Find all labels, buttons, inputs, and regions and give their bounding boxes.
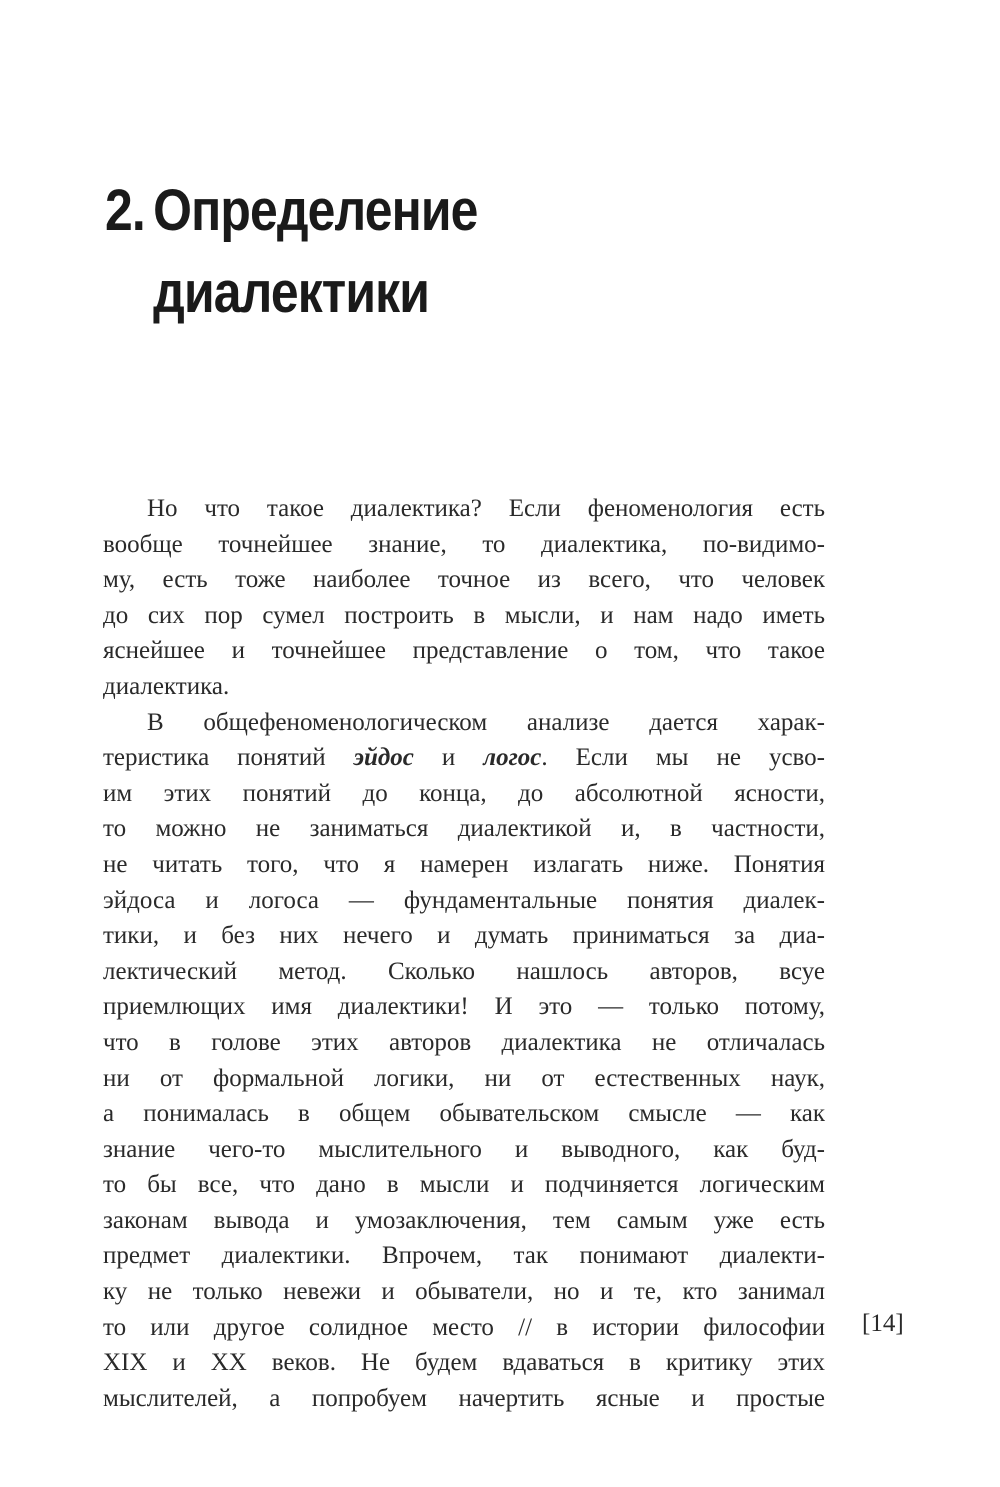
text-line: В общефеноменологическом анализе дается харак- bbox=[147, 708, 825, 736]
text-line: что в голове этих авторов диалектика не отличалась bbox=[103, 1028, 825, 1056]
term-eidos: эйдос bbox=[353, 744, 414, 772]
text-line-with-terms bbox=[103, 740, 825, 776]
text-line: лектический метод. Сколько нашлось авторов, всуе bbox=[103, 957, 825, 985]
text-fragment: . Если мы не усво- bbox=[541, 744, 825, 772]
text-line: то или другое солидное место // в истории философии bbox=[103, 1313, 825, 1341]
text-line: им этих понятий до конца, до абсолютной ясности, bbox=[103, 779, 825, 807]
text-line: яснейшее и точнейшее представление о том, что такое bbox=[103, 637, 825, 665]
text-line: законам вывода и умозаключения, тем самым уже есть bbox=[103, 1206, 825, 1234]
text-line: то можно не заниматься диалектикой и, в частности, bbox=[103, 815, 825, 843]
margin-page-reference: [14] bbox=[862, 1310, 904, 1337]
body-text bbox=[103, 491, 825, 1416]
text-line: му, есть тоже наиболее точное из всего, что человек bbox=[103, 566, 825, 594]
term-logos: логос bbox=[483, 744, 542, 772]
text-line: XIX и XX веков. Не будем вдаваться в критику этих bbox=[103, 1349, 825, 1377]
text-line: а понималась в общем обывательском смысле — как bbox=[103, 1100, 825, 1128]
chapter-title-line1: Определение bbox=[153, 178, 478, 243]
chapter-title-line2: диалектики bbox=[153, 260, 430, 325]
text-line: Но что такое диалектика? Если феноменология есть bbox=[147, 495, 825, 522]
text-line: то бы все, что дано в мысли и подчиняется логическим bbox=[103, 1171, 825, 1199]
text-line: приемлющих имя диалектики! И это — только потому, bbox=[103, 993, 825, 1021]
text-line: знание чего-то мыслительного и выводного, как буд- bbox=[103, 1135, 825, 1163]
text-line: вообще точнейшее знание, то диалектика, по-видимо- bbox=[103, 530, 825, 558]
chapter-heading bbox=[105, 170, 478, 334]
chapter-number: 2. bbox=[105, 178, 145, 243]
text-line: не читать того, что я намерен излагать ниже. Понятия bbox=[103, 850, 825, 878]
text-line: до сих пор сумел построить в мысли, и нам надо иметь bbox=[103, 601, 825, 629]
paragraph-2 bbox=[103, 705, 825, 1417]
text-line: тики, и без них нечего и думать приниматься за диа- bbox=[103, 922, 825, 950]
text-line: предмет диалектики. Впрочем, так понимают диалекти- bbox=[103, 1242, 825, 1270]
text-fragment: теристика понятий bbox=[103, 744, 354, 772]
paragraph-1 bbox=[103, 491, 825, 705]
text-fragment: и bbox=[413, 744, 484, 772]
text-line: диалектика. bbox=[103, 672, 230, 700]
text-line: ку не только невежи и обыватели, но и те, кто занимал bbox=[103, 1278, 825, 1306]
text-line: эйдоса и логоса — фундаментальные понятия диалек- bbox=[103, 886, 825, 914]
text-line: ни от формальной логики, ни от естественных наук, bbox=[103, 1064, 825, 1092]
text-line: мыслителей, а попробуем начертить ясные и простые bbox=[103, 1384, 825, 1412]
